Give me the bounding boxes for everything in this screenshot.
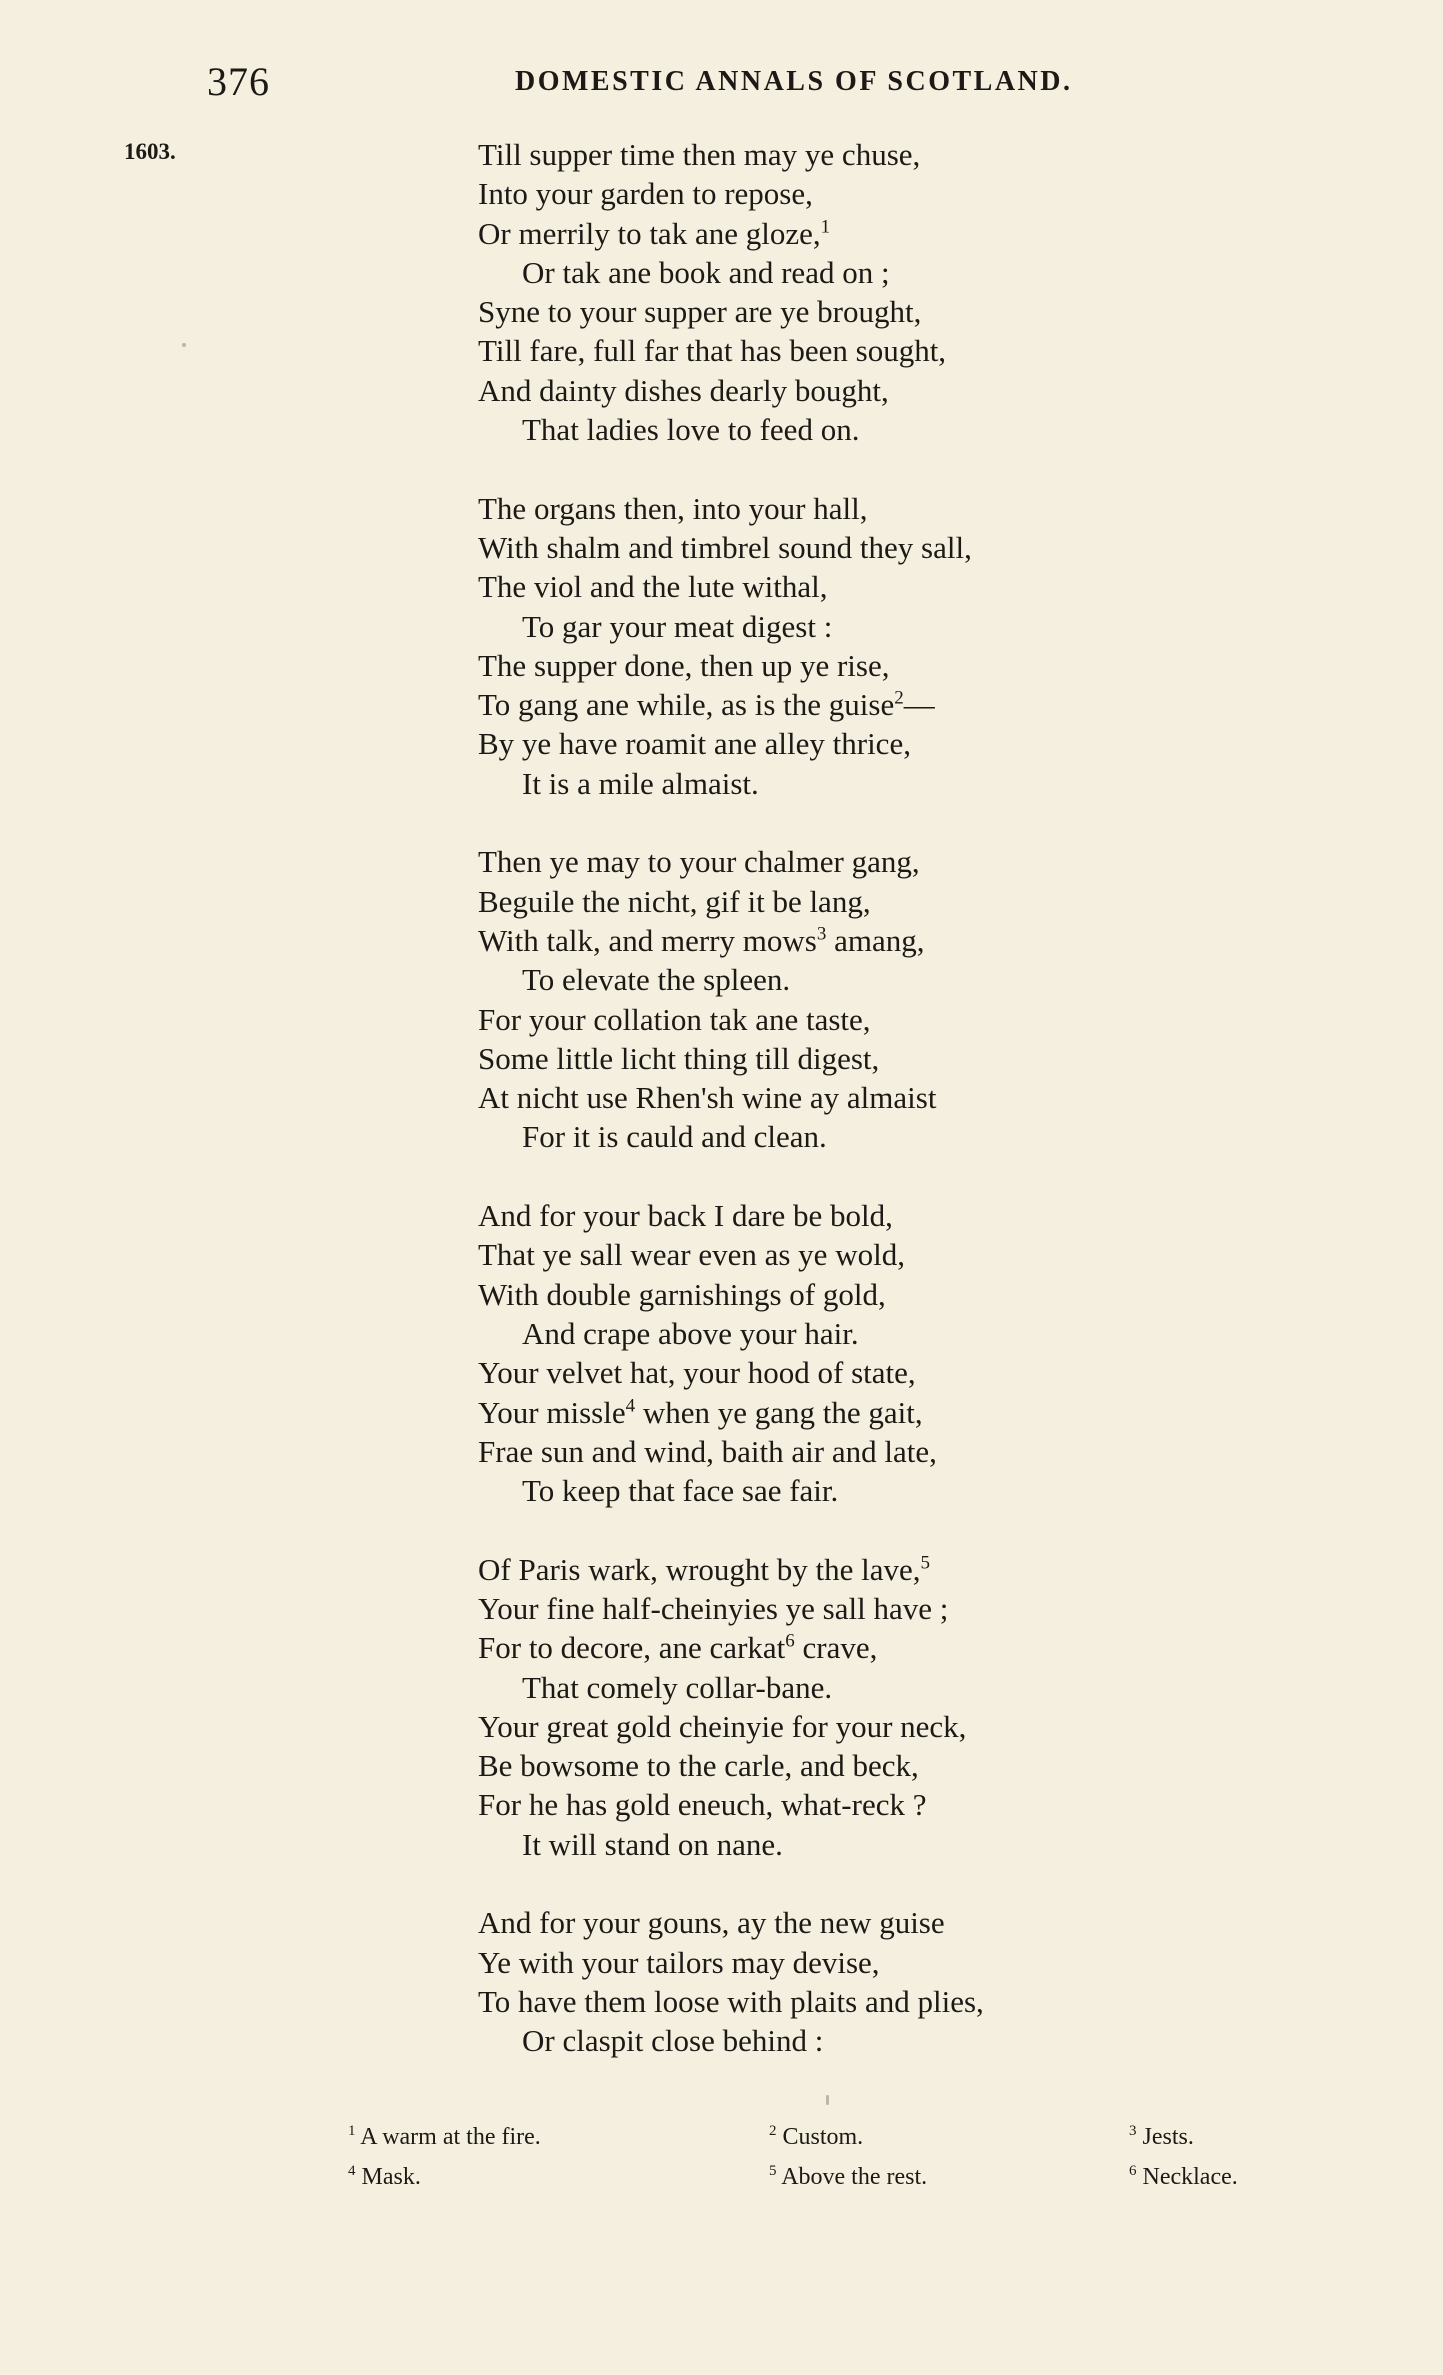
poem-line-text: crave,	[794, 1630, 878, 1666]
poem-line-text: The organs then, into your hall,	[478, 490, 868, 526]
poem-line	[478, 1353, 1178, 1392]
poem-line	[478, 567, 1178, 606]
footnote-text: Above the rest.	[781, 2164, 928, 2190]
footnote-row	[348, 2124, 1268, 2164]
poem-line-text: It is a mile almaist.	[522, 765, 759, 801]
poem-line	[478, 1432, 1178, 1471]
poem-line	[478, 331, 1178, 370]
poem-line-text: To gang ane while, as is the guise	[478, 687, 895, 723]
footnote-text: Jests.	[1142, 2124, 1194, 2150]
poem-line-text: For it is cauld and clean.	[522, 1119, 827, 1155]
poem-line-text: Frae sun and wind, baith air and late,	[478, 1433, 937, 1469]
footnote-reference: 5	[920, 1552, 931, 1574]
poem-line	[478, 1668, 1178, 1707]
poem-line-text: And dainty dishes dearly bought,	[478, 372, 889, 408]
poem-line-text: And crape above your hair.	[522, 1315, 859, 1351]
footnote-text: Custom.	[782, 2124, 864, 2150]
poem-line-text: Into your garden to repose,	[478, 176, 813, 212]
poem-line	[478, 135, 1178, 174]
poem-line-text: It will stand on nane.	[522, 1826, 783, 1862]
poem-line	[478, 1943, 1178, 1982]
footnote-reference: 1	[820, 216, 831, 238]
poem-line	[478, 1196, 1178, 1235]
poem-line-text: Ye with your tailors may devise,	[478, 1944, 880, 1980]
poem-line	[478, 724, 1178, 763]
poem-line	[478, 489, 1178, 528]
stanza	[478, 489, 1178, 803]
poem-line-text: With double garnishings of gold,	[478, 1276, 886, 1312]
poem-line	[478, 1235, 1178, 1274]
footnote-2	[769, 2124, 863, 2151]
footnote-reference: 3	[816, 923, 827, 945]
poem-line	[478, 1314, 1178, 1353]
poem-line-text: Your great gold cheinyie for your neck,	[478, 1708, 967, 1744]
poem-line-text: Be bowsome to the carle, and beck,	[478, 1748, 919, 1784]
poem-line-text: To have them loose with plaits and plies,	[478, 1983, 984, 2019]
poem-line-text: Or tak ane book and read on ;	[522, 254, 890, 290]
poem-line	[478, 1117, 1178, 1156]
footnote-row	[348, 2164, 1268, 2204]
poem-line	[478, 1471, 1178, 1510]
stanza	[478, 842, 1178, 1156]
footnote-reference: 2	[894, 687, 904, 709]
footnote-marker: 1	[348, 2123, 356, 2139]
poem-line-text: Till supper time then may ye chuse,	[478, 137, 921, 172]
footnote-text: Necklace.	[1142, 2164, 1238, 2190]
poem-line	[478, 528, 1178, 567]
poem-line	[478, 882, 1178, 921]
footnote-reference: 4	[625, 1395, 636, 1417]
poem-line	[478, 1000, 1178, 1039]
poem-line	[478, 1785, 1178, 1824]
poem-line	[478, 1550, 1178, 1589]
poem-line-text: Syne to your supper are ye brought,	[478, 294, 922, 330]
poem-line	[478, 1707, 1178, 1746]
poem-line-text: For to decore, ane carkat	[478, 1630, 786, 1666]
poem-line	[478, 292, 1178, 331]
poem-line-text: Or merrily to tak ane gloze,	[478, 215, 821, 251]
poem-line	[478, 1903, 1178, 1942]
footnote-3	[1129, 2124, 1194, 2151]
page-number: 376	[207, 59, 270, 104]
poem-line	[478, 371, 1178, 410]
footnote-marker: 2	[769, 2123, 777, 2139]
poem-line	[478, 2021, 1178, 2060]
paper-speck	[826, 2095, 829, 2105]
poem-line-text: Then ye may to your chalmer gang,	[478, 844, 920, 880]
poem-line	[478, 174, 1178, 213]
poem-line-text: For he has gold eneuch, what-reck ?	[478, 1787, 927, 1823]
footnote-marker: 5	[769, 2163, 777, 2179]
poem-line-text: The supper done, then up ye rise,	[478, 647, 890, 683]
poem-line	[478, 1746, 1178, 1785]
poem-line-text: Of Paris wark, wrought by the lave,	[478, 1551, 921, 1587]
footnote-marker: 3	[1129, 2123, 1137, 2139]
poem-line-text: That ye sall wear even as ye wold,	[478, 1237, 905, 1273]
poem-line-text: Your missle	[478, 1394, 626, 1430]
poem-line-text: That ladies love to feed on.	[522, 412, 860, 448]
poem	[478, 135, 1178, 2100]
poem-line	[478, 253, 1178, 292]
poem-line-text: Beguile the nicht, gif it be lang,	[478, 883, 871, 919]
poem-line-text: By ye have roamit ane alley thrice,	[478, 726, 911, 762]
footnote-6	[1129, 2164, 1238, 2191]
poem-line	[478, 1628, 1178, 1667]
footnote-1	[348, 2124, 541, 2151]
poem-line	[478, 214, 1178, 253]
poem-line	[478, 1039, 1178, 1078]
poem-line	[478, 1393, 1178, 1432]
poem-line	[478, 410, 1178, 449]
footnote-4	[348, 2164, 421, 2191]
poem-line-text: Your fine half-cheinyies ye sall have ;	[478, 1590, 949, 1626]
poem-line	[478, 1589, 1178, 1628]
poem-line	[478, 1078, 1178, 1117]
poem-line-text: To elevate the spleen.	[522, 962, 791, 998]
poem-line-text: To keep that face sae fair.	[522, 1473, 839, 1509]
poem-line-text: Till fare, full far that has been sought,	[478, 333, 947, 369]
poem-line-text: With talk, and merry mows	[478, 922, 817, 958]
poem-line-text: Your velvet hat, your hood of state,	[478, 1355, 916, 1391]
margin-year: 1603.	[124, 139, 176, 164]
stanza	[478, 1196, 1178, 1510]
footnote-5	[769, 2164, 927, 2191]
poem-line	[478, 1275, 1178, 1314]
poem-line	[478, 1982, 1178, 2021]
poem-line-text: And for your back I dare be bold,	[478, 1198, 893, 1234]
poem-line-text: With shalm and timbrel sound they sall,	[478, 529, 972, 565]
poem-line	[478, 646, 1178, 685]
poem-line-text: That comely collar-bane.	[522, 1669, 833, 1705]
stanza	[478, 1903, 1178, 2060]
paper-speck	[182, 343, 186, 347]
poem-line	[478, 960, 1178, 999]
footnote-marker: 4	[348, 2163, 356, 2179]
poem-line-text: And for your gouns, ay the new guise	[478, 1905, 945, 1941]
poem-line-text: To gar your meat digest :	[522, 608, 833, 644]
stanza	[478, 135, 1178, 449]
poem-line-text: —	[903, 687, 935, 723]
poem-line-text: Some little licht thing till digest,	[478, 1040, 880, 1076]
poem-line-text: amang,	[826, 922, 925, 958]
poem-line-text: Or claspit close behind :	[522, 2023, 824, 2059]
footnote-text: A warm at the fire.	[360, 2124, 541, 2150]
poem-line	[478, 1825, 1178, 1864]
poem-line-text: when ye gang the gait,	[635, 1394, 923, 1430]
footnote-text: Mask.	[361, 2164, 421, 2190]
footnote-marker: 6	[1129, 2163, 1137, 2179]
poem-line-text: The viol and the lute withal,	[478, 569, 828, 605]
poem-line	[478, 842, 1178, 881]
poem-line	[478, 607, 1178, 646]
footnote-reference: 6	[785, 1630, 795, 1652]
running-head: DOMESTIC ANNALS OF SCOTLAND.	[515, 66, 1073, 97]
poem-line	[478, 685, 1178, 724]
poem-line	[478, 921, 1178, 960]
footnotes	[348, 2124, 1268, 2204]
stanza	[478, 1550, 1178, 1864]
poem-line	[478, 764, 1178, 803]
poem-line-text: At nicht use Rhen'sh wine ay almaist	[478, 1080, 937, 1116]
poem-line-text: For your collation tak ane taste,	[478, 1001, 871, 1037]
